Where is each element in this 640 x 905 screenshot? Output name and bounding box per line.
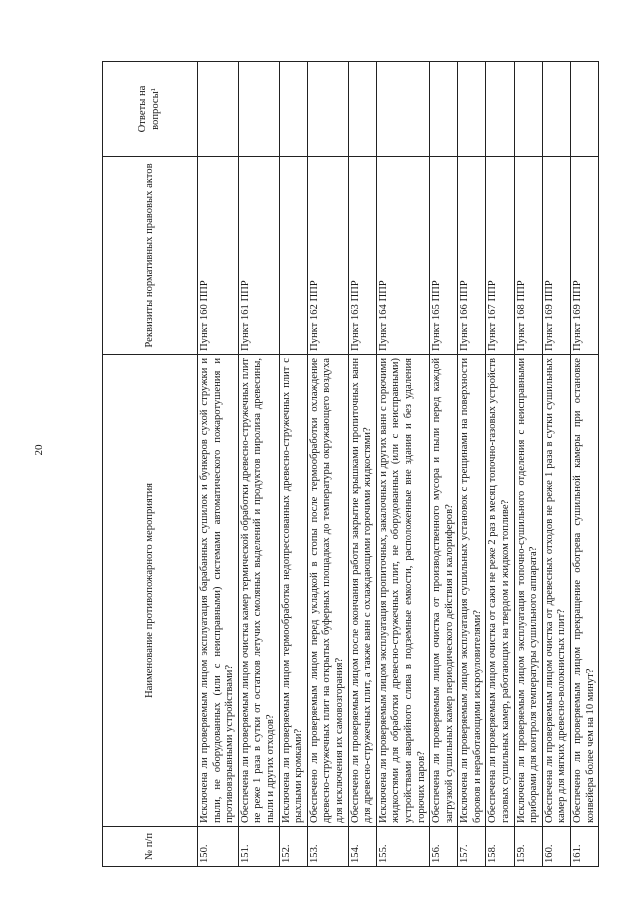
table-row <box>542 62 570 867</box>
measure-text: Обеспечена ли проверяемым лицом очистка камер термической обработки древесно-стружечных плит не реже 1 раза в сутки от остатков летучих смоляных выделений и продуктов пиролиза древесины, пыли и других отходов? <box>238 355 279 827</box>
measure-text: Обеспечено ли проверяемым лицом после окончания работы закрытие крышками пропиточных ванн для древесно-стружечных плит, а также ванн с охлаждающими горючими жидкостями? <box>348 355 376 827</box>
answer-cell[interactable] <box>458 62 486 157</box>
measure-text: Исключена ли проверяемым лицом эксплуатация барабанных сушилок и бункеров сухой стружки и пыли, не оборудованных (или с неисправными) системами автоматического пожаротушения и противовзрывными устройствами? <box>198 355 239 827</box>
row-number: 151. <box>238 827 279 867</box>
legal-reference: Пункт 168 ППР <box>514 157 542 355</box>
legal-reference: Пункт 169 ППР <box>542 157 570 355</box>
legal-reference: Пункт 161 ППР <box>238 157 279 355</box>
legal-reference: Пункт 167 ППР <box>486 157 514 355</box>
answer-cell[interactable] <box>542 62 570 157</box>
legal-reference: Пункт 165 ППР <box>430 157 458 355</box>
table-row <box>571 62 599 867</box>
table-row <box>238 62 279 867</box>
row-number: 157. <box>458 827 486 867</box>
answer-cell[interactable] <box>376 62 429 157</box>
legal-reference: Пункт 160 ППР <box>198 157 239 355</box>
measures-table <box>102 61 599 867</box>
measure-text: Обеспечено ли проверяемым лицом прекращение обогрева сушильной камеры при остановке конвейера более чем на 10 минут? <box>571 355 599 827</box>
header-name: Наименование противопожарного мероприятия <box>103 355 198 827</box>
header-answers: Ответы на вопросы¹ <box>103 62 198 157</box>
row-number: 150. <box>198 827 239 867</box>
answer-cell[interactable] <box>430 62 458 157</box>
table-header-row <box>103 62 198 867</box>
table-row <box>458 62 486 867</box>
row-number: 152. <box>279 827 307 867</box>
legal-reference: Пункт 164 ППР <box>376 157 429 355</box>
rotated-page <box>102 62 640 867</box>
legal-reference: Пункт 163 ППР <box>348 157 376 355</box>
measure-text: Исключена ли проверяемым лицом эксплуатация пропиточных, закалочных и других ванн с горючими жидкостями для обработки древесно-стружечных плит, не оборудованных (или с неисправными) устройствами аварийного слива в подземные емкости, расположенные вне здания и без удаления горючих паров? <box>376 355 429 827</box>
measure-text: Исключена ли проверяемым лицом эксплуатация топочно-сушильного отделения с неисправными приборами для контроля температуры сушильного аппарата? <box>514 355 542 827</box>
answer-cell[interactable] <box>486 62 514 157</box>
table-row <box>307 62 348 867</box>
measure-text: Обеспечена ли проверяемым лицом очистка от сажи не реже 2 раз в месяц топочно-газовых устройств газовых сушильных камер, работающих на твердом и жидком топливе? <box>486 355 514 827</box>
answer-cell[interactable] <box>514 62 542 157</box>
answer-cell[interactable] <box>238 62 279 157</box>
table-row <box>348 62 376 867</box>
measure-text: Обеспечено ли проверяемым лицом перед укладкой в стопы после термообработки охлаждение древесно-стружечных плит на открытых буферных площадках до температуры окружающего воздуха для исключения их самовозгорания? <box>307 355 348 827</box>
legal-reference <box>279 157 307 355</box>
measure-text: Исключена ли проверяемым лицом эксплуатация сушильных установок с трещинами на поверхности боровов и неработающими искроуловителями? <box>458 355 486 827</box>
rotated-content <box>102 62 640 867</box>
answer-cell[interactable] <box>198 62 239 157</box>
measure-text: Исключена ли проверяемым лицом термообработка недопрессованных древесно-стружечных плит с рыхлыми кромками? <box>279 355 307 827</box>
row-number: 154. <box>348 827 376 867</box>
answer-cell[interactable] <box>279 62 307 157</box>
table-row <box>198 62 239 867</box>
answer-cell[interactable] <box>348 62 376 157</box>
measure-text: Обеспечена ли проверяемым лицом очистка от производственного мусора и пыли перед каждой загрузкой сушильных камер периодического действия и калориферов? <box>430 355 458 827</box>
header-num: № п/п <box>103 827 198 867</box>
table-row <box>279 62 307 867</box>
table-row <box>376 62 429 867</box>
table-row <box>514 62 542 867</box>
header-requisites: Реквизиты нормативных правовых актов <box>103 157 198 355</box>
row-number: 153. <box>307 827 348 867</box>
table-row <box>486 62 514 867</box>
table-row <box>430 62 458 867</box>
row-number: 160. <box>542 827 570 867</box>
row-number: 161. <box>571 827 599 867</box>
row-number: 158. <box>486 827 514 867</box>
row-number: 155. <box>376 827 429 867</box>
row-number: 156. <box>430 827 458 867</box>
answer-cell[interactable] <box>571 62 599 157</box>
row-number: 159. <box>514 827 542 867</box>
legal-reference: Пункт 169 ППР <box>571 157 599 355</box>
page-number: 20 <box>33 444 45 456</box>
answer-cell[interactable] <box>307 62 348 157</box>
legal-reference: Пункт 162 ППР <box>307 157 348 355</box>
legal-reference: Пункт 166 ППР <box>458 157 486 355</box>
measure-text: Обеспечена ли проверяемым лицом очистка от древесных отходов не реже 1 раза в сутки сушильных камер для мягких древесно-волокнистых плит? <box>542 355 570 827</box>
